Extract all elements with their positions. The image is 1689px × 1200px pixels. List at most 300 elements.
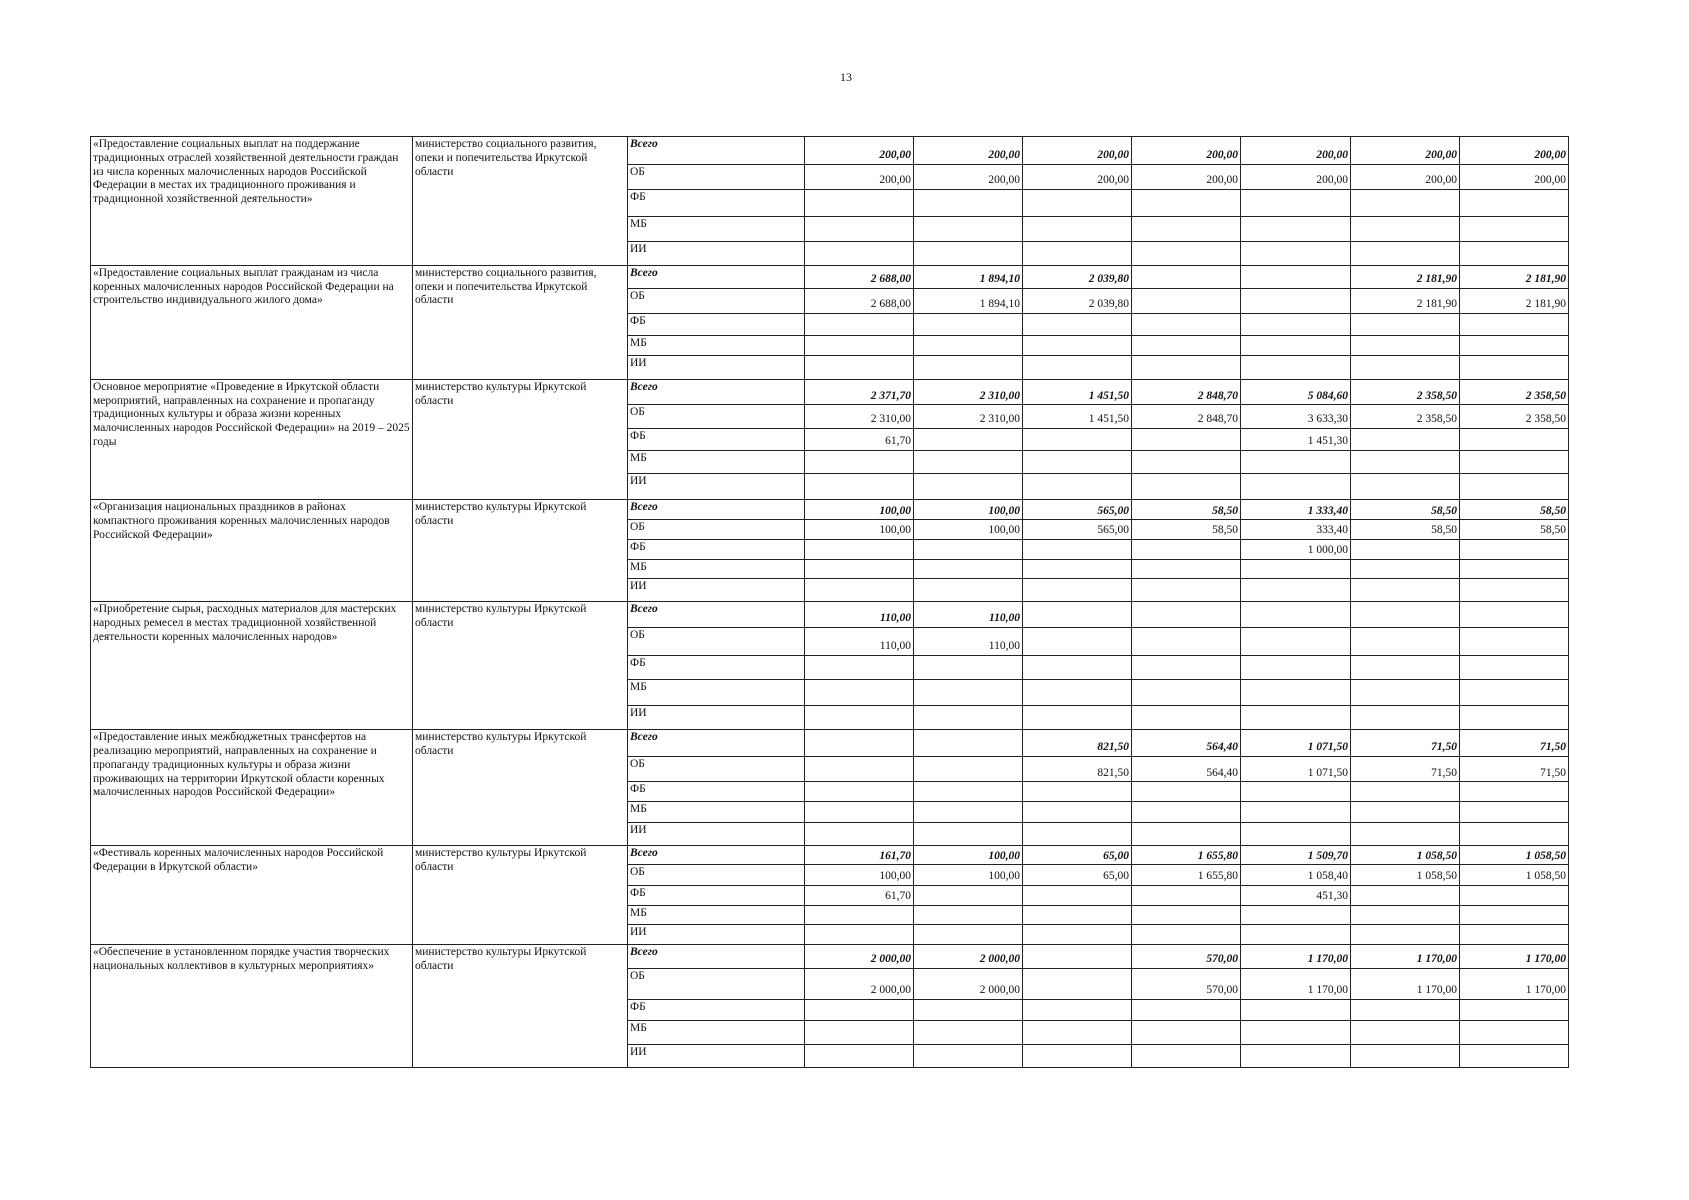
amount-cell: 2 000,00 xyxy=(805,968,914,999)
amount-cell: 58,50 xyxy=(1351,520,1460,539)
amount-cell xyxy=(1460,925,1569,945)
amount-cell xyxy=(1241,473,1351,500)
amount-cell: 1 058,50 xyxy=(1460,846,1569,865)
funding-source-label: ФБ xyxy=(628,190,805,217)
amount-cell xyxy=(1351,356,1460,379)
amount-cell xyxy=(1132,999,1241,1020)
amount-cell: 2 358,50 xyxy=(1460,379,1569,405)
activity-description: «Предоставление иных межбюджетных трансфертов на реализацию мероприятий, направленных на сохранение и пропаганду традиционных культуры и образа жизни проживающих на территории Иркутской области коренных малочисленных народов Российской Федерации» xyxy=(91,730,413,846)
funding-source-label: ОБ xyxy=(628,520,805,539)
activity-description: Основное мероприятие «Проведение в Иркутской области мероприятий, направленных на сохранение и пропаганду традиционных культуры и образа жизни коренных малочисленных народов Российской Федерации» на 2019 – 2025 годы xyxy=(91,379,413,499)
amount-cell: 2 181,90 xyxy=(1460,289,1569,314)
amount-cell xyxy=(1132,242,1241,265)
amount-cell: 1 451,30 xyxy=(1241,428,1351,450)
amount-cell xyxy=(805,999,914,1020)
table-row xyxy=(91,602,1569,628)
funding-source-label: Всего xyxy=(628,265,805,288)
amount-cell xyxy=(1351,602,1460,628)
amount-cell: 1 170,00 xyxy=(1351,968,1460,999)
amount-cell xyxy=(1241,801,1351,822)
amount-cell: 1 170,00 xyxy=(1241,945,1351,968)
amount-cell xyxy=(1460,242,1569,265)
amount-cell xyxy=(1351,473,1460,500)
funding-source-label: Всего xyxy=(628,730,805,757)
amount-cell xyxy=(1351,1020,1460,1045)
amount-cell xyxy=(1132,578,1241,601)
amount-cell xyxy=(1132,705,1241,730)
amount-cell: 1 655,80 xyxy=(1132,865,1241,885)
amount-cell: 570,00 xyxy=(1132,945,1241,968)
responsible-executor: министерство культуры Иркутской области xyxy=(413,379,628,499)
amount-cell: 565,00 xyxy=(1023,500,1132,520)
funding-source-label: ОБ xyxy=(628,865,805,885)
amount-cell xyxy=(914,336,1023,356)
amount-cell: 821,50 xyxy=(1023,730,1132,757)
activity-description: «Обеспечение в установленном порядке участия творческих национальных коллективов в культурных мероприятиях» xyxy=(91,945,413,1068)
amount-cell xyxy=(805,801,914,822)
amount-cell xyxy=(914,559,1023,578)
amount-cell xyxy=(1460,1020,1569,1045)
amount-cell xyxy=(914,730,1023,757)
funding-source-label: ОБ xyxy=(628,405,805,428)
funding-source-label: ОБ xyxy=(628,627,805,655)
activity-description: «Организация национальных праздников в районах компактного проживания коренных малочисленных народов Российской Федерации» xyxy=(91,500,413,602)
amount-cell: 564,40 xyxy=(1132,730,1241,757)
table-row xyxy=(91,846,1569,865)
amount-cell: 2 039,80 xyxy=(1023,265,1132,288)
amount-cell xyxy=(1241,705,1351,730)
amount-cell: 1 058,40 xyxy=(1241,865,1351,885)
amount-cell: 110,00 xyxy=(914,627,1023,655)
amount-cell xyxy=(914,473,1023,500)
funding-source-label: ИИ xyxy=(628,356,805,379)
amount-cell xyxy=(1023,782,1132,801)
amount-cell: 200,00 xyxy=(1132,137,1241,165)
amount-cell: 161,70 xyxy=(805,846,914,865)
amount-cell xyxy=(1351,782,1460,801)
amount-cell xyxy=(1132,539,1241,559)
amount-cell: 1 333,40 xyxy=(1241,500,1351,520)
amount-cell xyxy=(1132,905,1241,924)
responsible-executor: министерство социального развития, опеки и попечительства Иркутской области xyxy=(413,265,628,379)
amount-cell xyxy=(1132,190,1241,217)
amount-cell xyxy=(1132,602,1241,628)
amount-cell xyxy=(805,216,914,242)
amount-cell xyxy=(914,242,1023,265)
amount-cell xyxy=(914,885,1023,905)
amount-cell xyxy=(1241,578,1351,601)
amount-cell xyxy=(1241,925,1351,945)
amount-cell: 100,00 xyxy=(914,500,1023,520)
funding-source-label: ИИ xyxy=(628,578,805,601)
table-row xyxy=(91,265,1569,288)
amount-cell: 2 310,00 xyxy=(805,405,914,428)
amount-cell xyxy=(1460,216,1569,242)
table-row xyxy=(91,500,1569,520)
amount-cell: 71,50 xyxy=(1460,756,1569,782)
amount-cell xyxy=(1241,627,1351,655)
amount-cell xyxy=(1460,473,1569,500)
responsible-executor: министерство культуры Иркутской области xyxy=(413,730,628,846)
amount-cell xyxy=(1241,336,1351,356)
amount-cell xyxy=(914,999,1023,1020)
amount-cell: 2 310,00 xyxy=(914,379,1023,405)
amount-cell xyxy=(1351,705,1460,730)
amount-cell: 565,00 xyxy=(1023,520,1132,539)
table-row xyxy=(91,137,1569,165)
amount-cell: 451,30 xyxy=(1241,885,1351,905)
amount-cell xyxy=(1351,428,1460,450)
amount-cell xyxy=(1460,578,1569,601)
amount-cell: 2 039,80 xyxy=(1023,289,1132,314)
amount-cell xyxy=(1351,336,1460,356)
amount-cell: 110,00 xyxy=(805,602,914,628)
amount-cell: 58,50 xyxy=(1460,520,1569,539)
activity-description: «Предоставление социальных выплат гражданам из числа коренных малочисленных народов Российской Федерации на строительство индивидуального жилого дома» xyxy=(91,265,413,379)
amount-cell: 2 000,00 xyxy=(914,945,1023,968)
amount-cell xyxy=(1023,925,1132,945)
amount-cell xyxy=(1132,336,1241,356)
amount-cell xyxy=(1241,1020,1351,1045)
responsible-executor: министерство социального развития, опеки и попечительства Иркутской области xyxy=(413,137,628,266)
amount-cell xyxy=(914,680,1023,706)
amount-cell: 3 633,30 xyxy=(1241,405,1351,428)
amount-cell xyxy=(805,451,914,473)
amount-cell: 2 688,00 xyxy=(805,289,914,314)
amount-cell xyxy=(1132,1045,1241,1068)
amount-cell xyxy=(1023,822,1132,845)
funding-source-label: ИИ xyxy=(628,242,805,265)
funding-source-label: МБ xyxy=(628,559,805,578)
amount-cell: 1 071,50 xyxy=(1241,756,1351,782)
amount-cell xyxy=(805,905,914,924)
amount-cell xyxy=(805,680,914,706)
amount-cell: 100,00 xyxy=(914,520,1023,539)
amount-cell xyxy=(1460,801,1569,822)
amount-cell: 61,70 xyxy=(805,428,914,450)
funding-source-label: Всего xyxy=(628,379,805,405)
activity-description: «Фестиваль коренных малочисленных народов Российской Федерации в Иркутской области» xyxy=(91,846,413,945)
amount-cell xyxy=(1023,451,1132,473)
amount-cell xyxy=(1460,705,1569,730)
amount-cell xyxy=(1460,905,1569,924)
amount-cell: 71,50 xyxy=(1351,730,1460,757)
amount-cell xyxy=(1132,473,1241,500)
amount-cell xyxy=(914,539,1023,559)
amount-cell: 200,00 xyxy=(1132,164,1241,190)
amount-cell xyxy=(1023,968,1132,999)
amount-cell: 100,00 xyxy=(805,520,914,539)
amount-cell xyxy=(914,190,1023,217)
amount-cell xyxy=(805,356,914,379)
amount-cell xyxy=(805,473,914,500)
amount-cell: 1 509,70 xyxy=(1241,846,1351,865)
funding-source-label: Всего xyxy=(628,602,805,628)
funding-source-label: МБ xyxy=(628,1020,805,1045)
amount-cell xyxy=(1460,539,1569,559)
amount-cell: 200,00 xyxy=(1351,137,1460,165)
amount-cell: 1 894,10 xyxy=(914,265,1023,288)
amount-cell: 570,00 xyxy=(1132,968,1241,999)
amount-cell xyxy=(914,313,1023,335)
funding-source-label: Всего xyxy=(628,846,805,865)
amount-cell xyxy=(1351,905,1460,924)
amount-cell: 200,00 xyxy=(1460,137,1569,165)
funding-source-label: МБ xyxy=(628,680,805,706)
amount-cell: 71,50 xyxy=(1351,756,1460,782)
amount-cell: 1 058,50 xyxy=(1351,865,1460,885)
funding-source-label: ИИ xyxy=(628,705,805,730)
amount-cell xyxy=(1351,822,1460,845)
responsible-executor: министерство культуры Иркутской области xyxy=(413,602,628,730)
amount-cell: 100,00 xyxy=(805,865,914,885)
amount-cell xyxy=(1460,782,1569,801)
amount-cell xyxy=(1023,336,1132,356)
amount-cell: 2 848,70 xyxy=(1132,379,1241,405)
amount-cell: 2 848,70 xyxy=(1132,405,1241,428)
amount-cell xyxy=(1351,680,1460,706)
amount-cell: 65,00 xyxy=(1023,846,1132,865)
amount-cell: 821,50 xyxy=(1023,756,1132,782)
amount-cell xyxy=(1241,559,1351,578)
amount-cell xyxy=(1023,559,1132,578)
amount-cell xyxy=(1351,1045,1460,1068)
funding-source-label: ФБ xyxy=(628,999,805,1020)
amount-cell xyxy=(805,578,914,601)
amount-cell xyxy=(805,705,914,730)
amount-cell xyxy=(1241,216,1351,242)
amount-cell xyxy=(1460,999,1569,1020)
amount-cell: 58,50 xyxy=(1132,500,1241,520)
amount-cell xyxy=(1460,190,1569,217)
amount-cell xyxy=(1023,999,1132,1020)
amount-cell xyxy=(1241,1045,1351,1068)
amount-cell xyxy=(914,451,1023,473)
amount-cell xyxy=(1023,627,1132,655)
amount-cell xyxy=(805,559,914,578)
funding-source-label: МБ xyxy=(628,801,805,822)
amount-cell xyxy=(1460,356,1569,379)
amount-cell: 2 310,00 xyxy=(914,405,1023,428)
funding-source-label: ИИ xyxy=(628,822,805,845)
amount-cell: 2 358,50 xyxy=(1460,405,1569,428)
amount-cell: 61,70 xyxy=(805,885,914,905)
amount-cell xyxy=(1023,801,1132,822)
amount-cell xyxy=(1241,655,1351,680)
amount-cell xyxy=(1460,451,1569,473)
amount-cell xyxy=(805,313,914,335)
amount-cell xyxy=(1241,451,1351,473)
funding-source-label: ФБ xyxy=(628,539,805,559)
amount-cell xyxy=(1351,313,1460,335)
amount-cell xyxy=(805,822,914,845)
amount-cell xyxy=(1460,627,1569,655)
amount-cell xyxy=(1132,451,1241,473)
amount-cell xyxy=(805,782,914,801)
funding-source-label: МБ xyxy=(628,451,805,473)
amount-cell xyxy=(1241,602,1351,628)
amount-cell xyxy=(1241,265,1351,288)
amount-cell xyxy=(1460,680,1569,706)
amount-cell: 200,00 xyxy=(914,137,1023,165)
amount-cell xyxy=(1241,356,1351,379)
amount-cell xyxy=(1132,428,1241,450)
table-row xyxy=(91,945,1569,968)
amount-cell xyxy=(805,190,914,217)
amount-cell xyxy=(805,1020,914,1045)
amount-cell xyxy=(1351,216,1460,242)
amount-cell: 2 000,00 xyxy=(914,968,1023,999)
amount-cell: 100,00 xyxy=(914,846,1023,865)
amount-cell xyxy=(1460,655,1569,680)
page-number: 13 xyxy=(840,70,852,84)
amount-cell: 1 170,00 xyxy=(1460,945,1569,968)
amount-cell xyxy=(805,1045,914,1068)
amount-cell: 2 181,90 xyxy=(1351,289,1460,314)
amount-cell xyxy=(1351,885,1460,905)
amount-cell: 200,00 xyxy=(1241,164,1351,190)
amount-cell: 200,00 xyxy=(1241,137,1351,165)
amount-cell: 1 058,50 xyxy=(1351,846,1460,865)
amount-cell: 65,00 xyxy=(1023,865,1132,885)
amount-cell: 1 170,00 xyxy=(1460,968,1569,999)
amount-cell xyxy=(1023,578,1132,601)
amount-cell xyxy=(1023,945,1132,968)
amount-cell: 1 451,50 xyxy=(1023,379,1132,405)
amount-cell xyxy=(1132,1020,1241,1045)
amount-cell xyxy=(1460,428,1569,450)
amount-cell: 2 181,90 xyxy=(1351,265,1460,288)
amount-cell: 564,40 xyxy=(1132,756,1241,782)
amount-cell: 1 655,80 xyxy=(1132,846,1241,865)
amount-cell xyxy=(1460,602,1569,628)
table-row xyxy=(91,730,1569,757)
amount-cell xyxy=(1023,655,1132,680)
funding-source-label: ИИ xyxy=(628,473,805,500)
amount-cell xyxy=(1351,539,1460,559)
amount-cell xyxy=(914,1045,1023,1068)
amount-cell xyxy=(914,822,1023,845)
amount-cell: 1 894,10 xyxy=(914,289,1023,314)
amount-cell xyxy=(1241,905,1351,924)
amount-cell xyxy=(1023,428,1132,450)
amount-cell xyxy=(1351,190,1460,217)
amount-cell: 2 358,50 xyxy=(1351,379,1460,405)
amount-cell: 200,00 xyxy=(1023,164,1132,190)
amount-cell xyxy=(1351,655,1460,680)
amount-cell xyxy=(1241,999,1351,1020)
amount-cell: 71,50 xyxy=(1460,730,1569,757)
amount-cell xyxy=(1460,822,1569,845)
amount-cell xyxy=(1132,822,1241,845)
amount-cell: 1 170,00 xyxy=(1241,968,1351,999)
amount-cell xyxy=(1351,925,1460,945)
amount-cell xyxy=(1351,242,1460,265)
funding-source-label: ОБ xyxy=(628,289,805,314)
amount-cell xyxy=(1132,356,1241,379)
amount-cell xyxy=(1023,1020,1132,1045)
amount-cell: 2 181,90 xyxy=(1460,265,1569,288)
funding-source-label: ОБ xyxy=(628,164,805,190)
amount-cell: 1 058,50 xyxy=(1460,865,1569,885)
funding-source-label: Всего xyxy=(628,500,805,520)
amount-cell xyxy=(1023,539,1132,559)
amount-cell xyxy=(1132,559,1241,578)
amount-cell xyxy=(914,428,1023,450)
amount-cell xyxy=(1132,265,1241,288)
amount-cell xyxy=(1241,289,1351,314)
amount-cell xyxy=(914,356,1023,379)
amount-cell xyxy=(1023,905,1132,924)
funding-source-label: МБ xyxy=(628,336,805,356)
table-body xyxy=(91,137,1569,1068)
amount-cell xyxy=(805,756,914,782)
amount-cell: 1 170,00 xyxy=(1351,945,1460,968)
funding-source-label: ФБ xyxy=(628,655,805,680)
amount-cell xyxy=(805,336,914,356)
amount-cell: 1 451,50 xyxy=(1023,405,1132,428)
amount-cell xyxy=(1023,680,1132,706)
funding-source-label: ФБ xyxy=(628,428,805,450)
amount-cell xyxy=(1023,1045,1132,1068)
amount-cell xyxy=(914,655,1023,680)
amount-cell: 1 071,50 xyxy=(1241,730,1351,757)
amount-cell xyxy=(1460,313,1569,335)
amount-cell xyxy=(1460,336,1569,356)
amount-cell xyxy=(1132,782,1241,801)
amount-cell xyxy=(1241,242,1351,265)
amount-cell xyxy=(1351,559,1460,578)
amount-cell xyxy=(805,730,914,757)
amount-cell xyxy=(914,925,1023,945)
amount-cell xyxy=(1023,473,1132,500)
amount-cell xyxy=(1241,782,1351,801)
amount-cell xyxy=(1132,801,1241,822)
amount-cell xyxy=(1241,680,1351,706)
amount-cell: 1 000,00 xyxy=(1241,539,1351,559)
funding-source-label: МБ xyxy=(628,216,805,242)
responsible-executor: министерство культуры Иркутской области xyxy=(413,945,628,1068)
funding-table xyxy=(90,136,1569,1068)
amount-cell xyxy=(1132,925,1241,945)
amount-cell: 200,00 xyxy=(914,164,1023,190)
funding-source-label: Всего xyxy=(628,137,805,165)
amount-cell xyxy=(914,216,1023,242)
amount-cell: 200,00 xyxy=(1351,164,1460,190)
amount-cell xyxy=(1023,190,1132,217)
amount-cell: 58,50 xyxy=(1132,520,1241,539)
amount-cell: 200,00 xyxy=(1460,164,1569,190)
responsible-executor: министерство культуры Иркутской области xyxy=(413,846,628,945)
amount-cell: 2 371,70 xyxy=(805,379,914,405)
amount-cell xyxy=(1351,451,1460,473)
amount-cell xyxy=(1460,1045,1569,1068)
funding-source-label: МБ xyxy=(628,905,805,924)
amount-cell xyxy=(805,655,914,680)
amount-cell: 200,00 xyxy=(1023,137,1132,165)
amount-cell xyxy=(914,782,1023,801)
table-row xyxy=(91,379,1569,405)
amount-cell xyxy=(914,905,1023,924)
funding-source-label: ФБ xyxy=(628,885,805,905)
amount-cell xyxy=(1351,627,1460,655)
amount-cell xyxy=(1023,602,1132,628)
amount-cell xyxy=(1460,559,1569,578)
amount-cell xyxy=(914,756,1023,782)
amount-cell xyxy=(914,578,1023,601)
amount-cell xyxy=(1132,313,1241,335)
amount-cell xyxy=(914,801,1023,822)
